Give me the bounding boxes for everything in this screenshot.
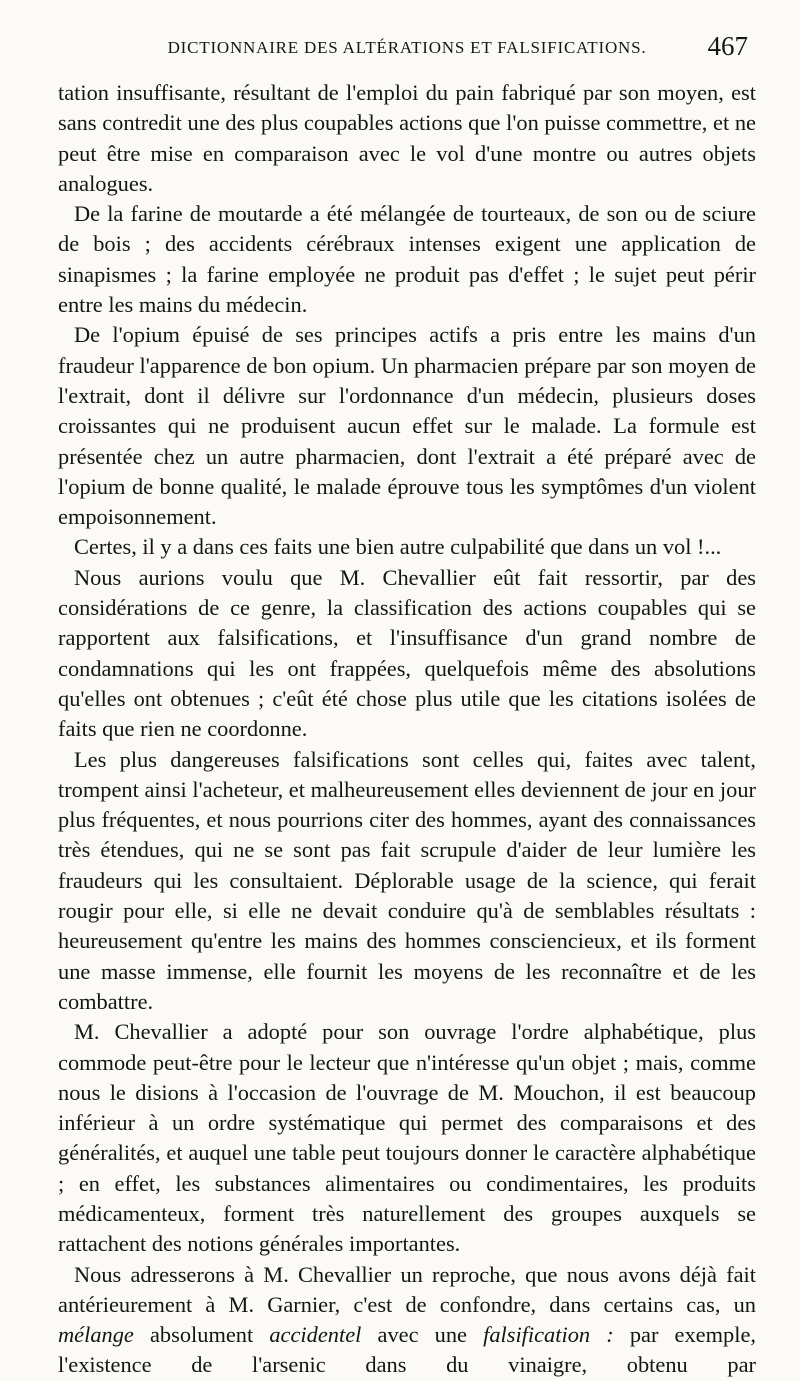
running-header [58, 31, 756, 78]
italic-accidentel: accidentel [269, 1322, 362, 1348]
header-title: DICTIONNAIRE DES ALTÉRATIONS ET FALSIFICATIONS. [167, 38, 647, 57]
italic-falsification: falsification : [483, 1322, 614, 1348]
paragraph-8-text-mid-2: avec une [361, 1322, 484, 1348]
body-text [58, 78, 756, 1381]
paragraph-7: M. Chevallier a adopté pour son ouvrage l'ordre alphabétique, plus commode peut-être pour le lecteur que n'intéresse qu'un objet ; mais, comme nous le disions à l'occasion de l'ouvrage de M. Mouchon, il est beaucoup inférieur à un ordre systématique qui permet des comparaisons et des généralités, et auquel une table peut toujours donner le caractère alphabétique ; en effet, les substances alimentaires ou condimentaires, les produits médicamenteux, forment très naturellement des groupes auxquels se rattachent des notions générales importantes. [58, 1019, 756, 1257]
paragraph-1: tation insuffisante, résultant de l'emploi du pain fabriqué par son moyen, est sans contredit une des plus coupables actions que l'on puisse commettre, et ne peut être mise en comparaison avec le vol d'une montre ou autres objets analogues. [58, 80, 756, 196]
paragraph-4: Certes, il y a dans ces faits une bien autre culpabilité que dans un vol !... [74, 534, 722, 560]
paragraph-8-text-mid-1: absolument [133, 1322, 270, 1348]
paragraph-8-text-start: Nous adresserons à M. Chevallier un reproche, que nous avons déjà fait antérieurement à M. Garnier, c'est de confondre, dans certains cas, un [58, 1261, 756, 1317]
paragraph-2: De la farine de moutarde a été mélangée de tourteaux, de son ou de sciure de bois ; des accidents cérébraux intenses exigent une application de sinapismes ; la farine employée ne produit pas d'effet ; le sujet peut périr entre les mains du médecin. [58, 201, 756, 318]
paragraph-5: Nous aurions voulu que M. Chevallier eût fait ressortir, par des considérations de ce genre, la classification des actions coupables qui se rapportent aux falsifications, et l'insuffisance d'un grand nombre de condamnations qui les ont frappées, quelquefois même des absolutions qu'elles ont obtenues ; c'eût été chose plus utile que les citations isolées de faits que rien ne coordonne. [58, 564, 756, 742]
page-number: 467 [707, 31, 748, 61]
paragraph-3: De l'opium épuisé de ses principes actifs a pris entre les mains d'un fraudeur l'apparence de bon opium. Un pharmacien prépare par son moyen de l'extrait, dont il délivre sur l'ordonnance d'un médecin, plusieurs doses croissantes qui ne produisent aucun effet sur le malade. La formule est présentée chez un autre pharmacien, dont l'extrait a été préparé avec de l'opium de bonne qualité, le malade éprouve tous les symptômes d'un violent empoisonnement. [58, 322, 756, 530]
paragraph-6: Les plus dangereuses falsifications sont celles qui, faites avec talent, trompent ainsi l'acheteur, et malheureusement elles deviennent de jour en jour plus fréquentes, et nous pourrions citer des hommes, ayant des connaissances très étendues, qui ne se sont pas fait scrupule d'aider de leur lumière les fraudeurs qui les consultaient. Déplorable usage de la science, qui ferait rougir pour elle, si elle ne devait conduire qu'à de semblables résultats : heureusement qu'entre les mains des hommes consciencieux, et ils forment une masse immense, elle fournit les moyens de les reconnaître et de les combattre. [58, 746, 756, 1014]
italic-melange: mélange [58, 1322, 134, 1348]
paragraph-8-text-end: par exemple, l'existence de l'arsenic dans du vinaigre, obtenu par [58, 1322, 756, 1378]
paragraph-8 [58, 1260, 756, 1381]
